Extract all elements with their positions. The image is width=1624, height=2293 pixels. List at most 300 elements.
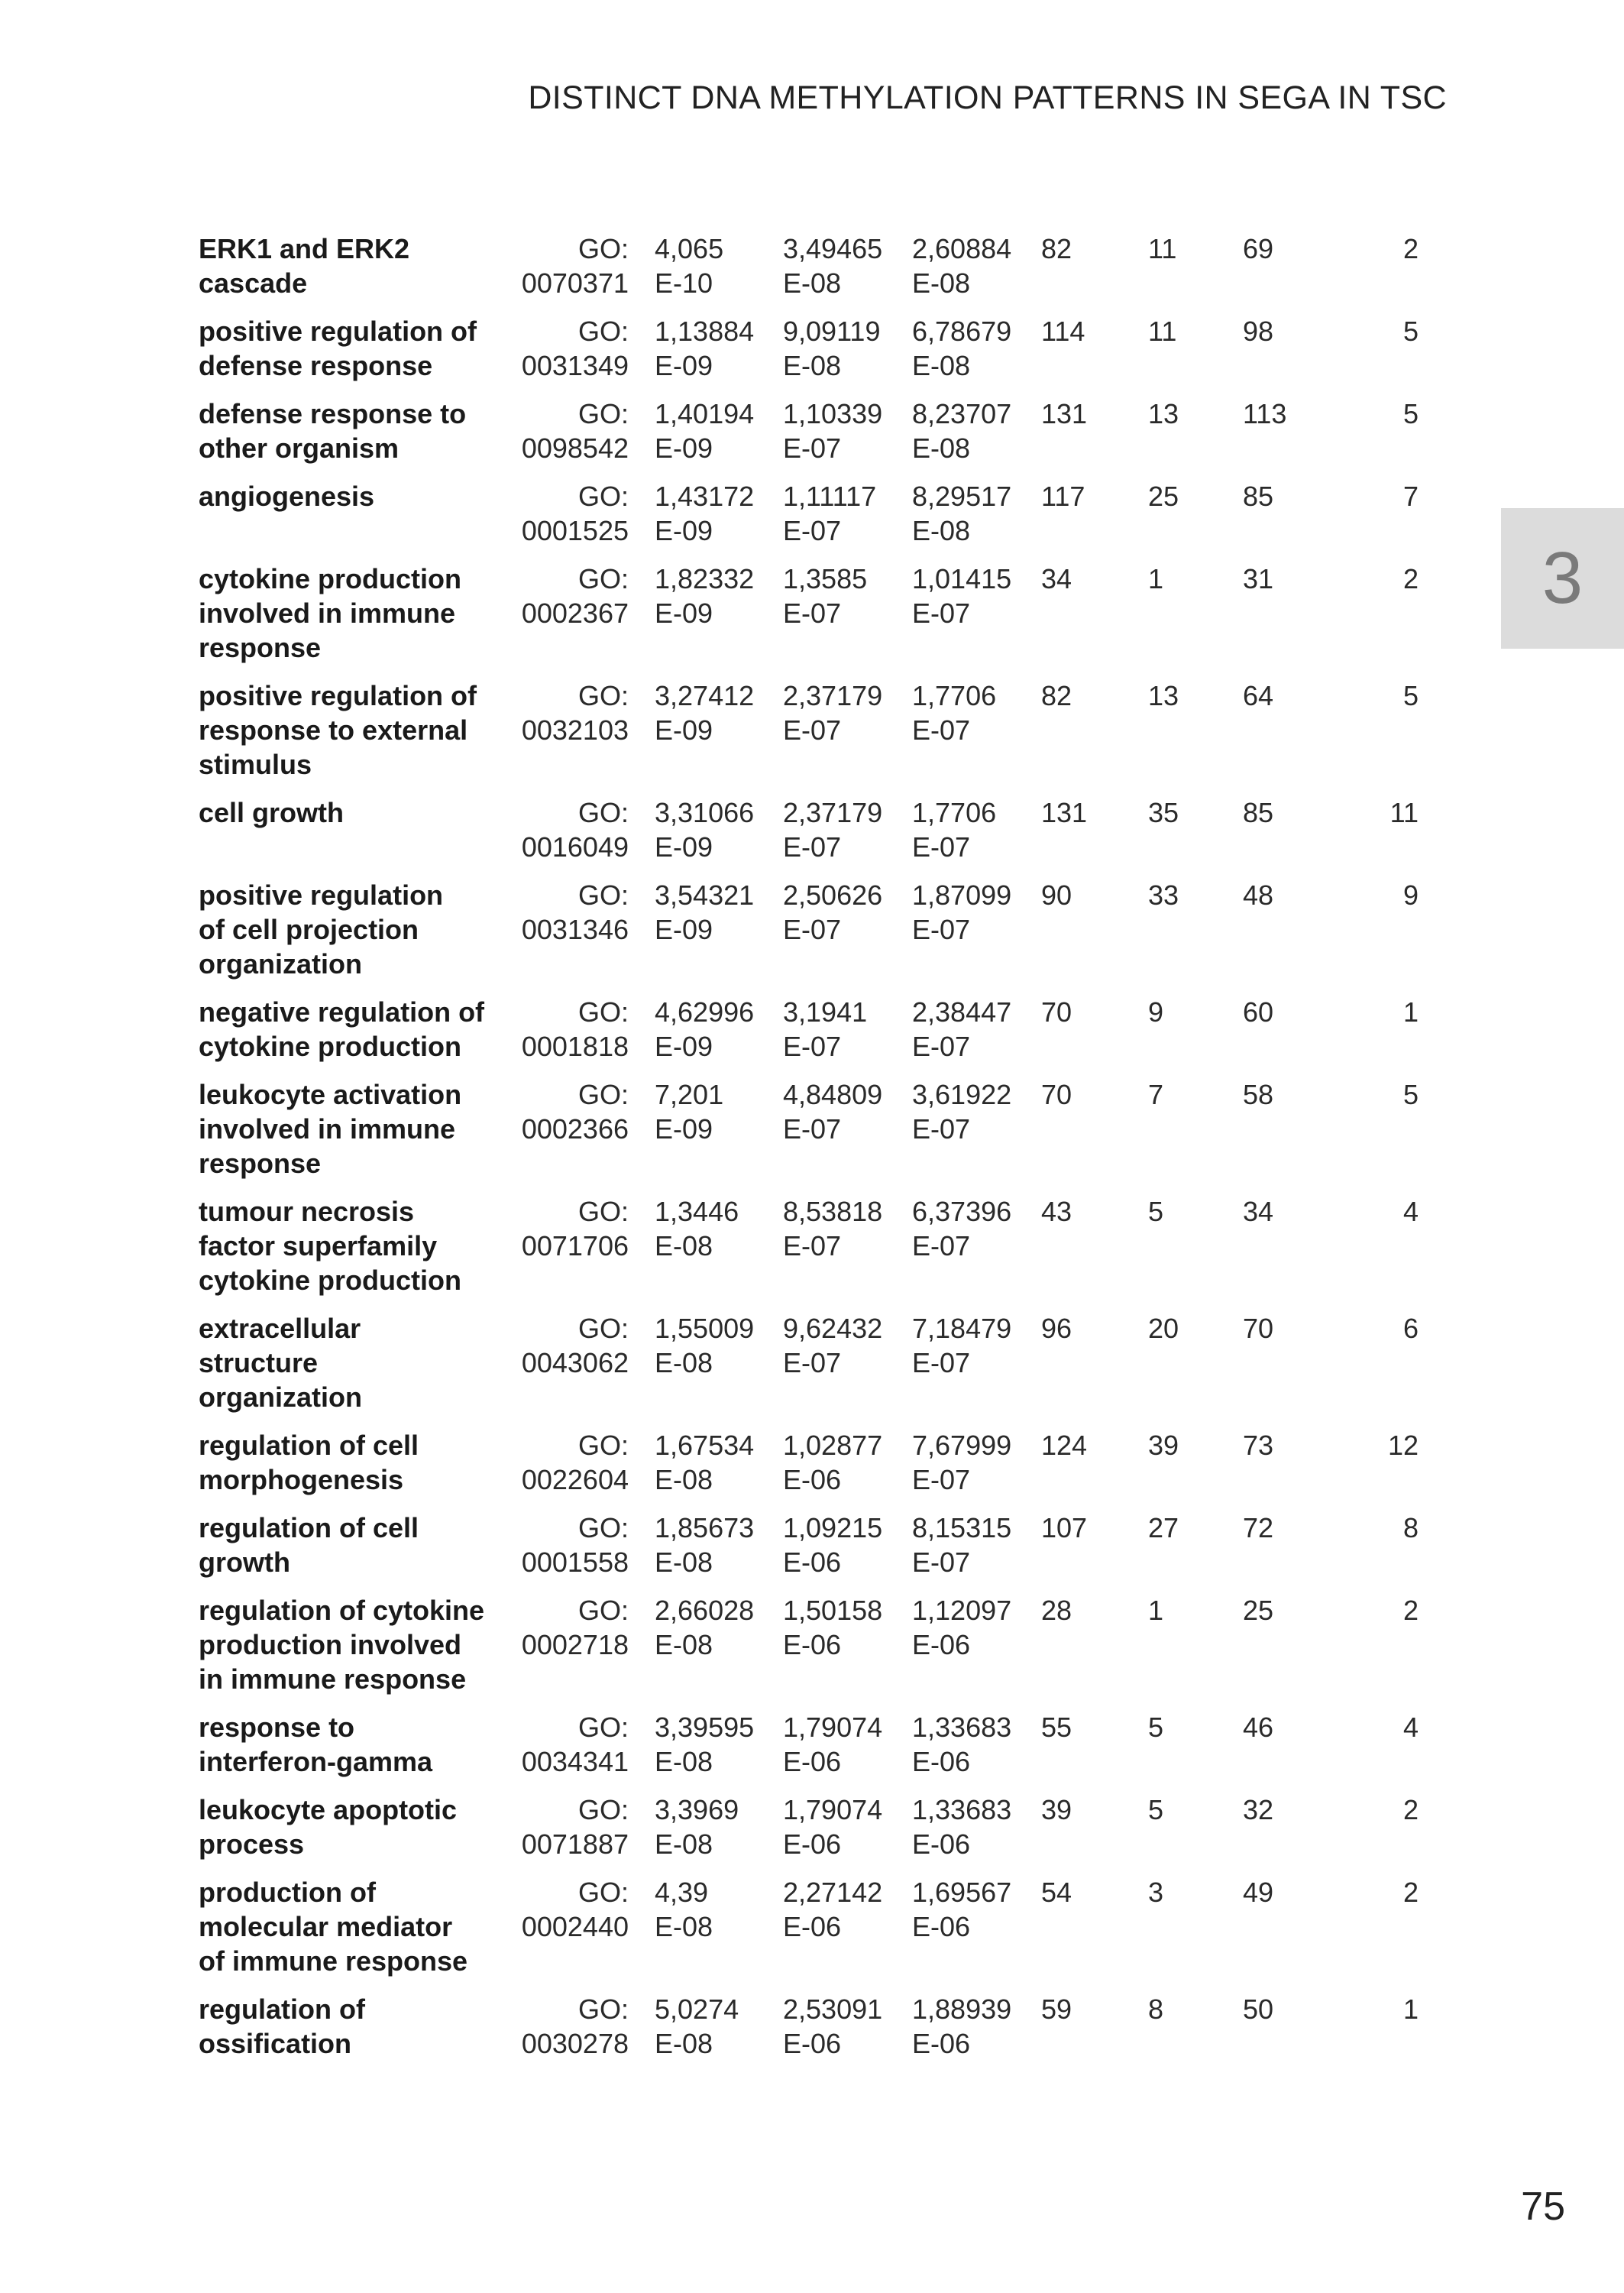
p-value-cell [655,878,783,995]
fdr-value-line: E-07 [783,1031,842,1062]
go-term-line: in immune response [199,1663,467,1695]
p-value-line: E-09 [655,914,713,945]
go-term-line: positive regulation [199,879,444,911]
p-value-line: E-08 [655,1230,713,1261]
table-row [199,1511,1419,1593]
go-id-line: GO: [577,1430,629,1461]
count-total-cell: 131 [1041,398,1088,429]
go-term-line: extracellular [199,1313,361,1344]
count-c-cell: 4 [1402,1196,1419,1227]
count-total-cell: 124 [1041,1430,1088,1461]
adjusted-value-line: 6,78679 [912,316,1012,347]
p-value-line: E-08 [655,1828,713,1860]
fdr-value-cell [783,314,912,397]
go-id-cell [518,995,655,1077]
count-a-cell: 13 [1148,398,1179,429]
count-a-cell: 27 [1148,1512,1179,1543]
adjusted-value-line: E-08 [912,350,971,381]
count-total-cell: 59 [1041,1993,1072,2025]
table-row [199,1428,1419,1511]
go-term-line: defense response [199,350,433,381]
fdr-value-line: 4,84809 [783,1079,883,1110]
fdr-value-cell [783,562,912,679]
p-value-line: E-09 [655,350,713,381]
count-b-cell: 31 [1243,563,1274,594]
adjusted-value-line: E-07 [912,1464,971,1495]
fdr-value-cell [783,679,912,795]
p-value-line: 7,201 [655,1079,724,1110]
adjusted-value-line: 8,23707 [912,398,1012,429]
fdr-value-cell [783,1311,912,1428]
go-id-line: GO: [577,797,629,828]
fdr-value-line: E-07 [783,1113,842,1145]
fdr-value-line: 1,10339 [783,398,883,429]
table-row [199,679,1419,795]
go-term-cell [199,314,518,397]
count-a-cell: 11 [1148,233,1177,264]
p-value-cell [655,1875,783,1992]
go-id-cell [518,479,655,562]
go-id-line: 0002366 [521,1113,629,1145]
table-row [199,397,1419,479]
table-row [199,1793,1419,1875]
go-id-line: 0022604 [521,1464,629,1495]
count-total-cell: 54 [1041,1877,1072,1908]
adjusted-value-line: E-06 [912,1629,971,1660]
go-term-cell [199,1875,518,1992]
p-value-line: 2,66028 [655,1595,755,1626]
p-value-line: E-09 [655,714,713,746]
count-a-cell: 5 [1148,1196,1164,1227]
adjusted-value-line: 1,88939 [912,1993,1012,2025]
table-row [199,1194,1419,1311]
fdr-value-line: 9,62432 [783,1313,883,1344]
go-id-cell [518,878,655,995]
go-term-line: regulation of cell [199,1430,419,1461]
go-id-line: 0002440 [521,1911,629,1942]
adjusted-value-line: 7,67999 [912,1430,1012,1461]
p-value-cell [655,1311,783,1428]
p-value-cell [655,232,783,314]
table-row [199,1875,1419,1992]
table-row [199,995,1419,1077]
count-b-cell: 98 [1243,316,1274,347]
adjusted-value-cell [912,479,1041,562]
p-value-cell [655,1511,783,1593]
go-id-line: GO: [577,316,629,347]
p-value-line: E-08 [655,1546,713,1578]
go-id-cell [518,397,655,479]
p-value-line: 3,31066 [655,797,755,828]
go-term-line: cytokine production [199,563,462,594]
count-c-cell: 9 [1402,879,1419,911]
adjusted-value-line: E-06 [912,2028,971,2059]
adjusted-value-line: 1,87099 [912,879,1012,911]
go-term-cell [199,1511,518,1593]
p-value-line: 3,54321 [655,879,755,911]
p-value-line: E-08 [655,2028,713,2059]
fdr-value-line: E-07 [783,1347,842,1378]
go-term-line: process [199,1828,305,1860]
adjusted-value-line: E-07 [912,831,971,863]
count-total-cell: 107 [1041,1512,1088,1543]
adjusted-value-line: E-08 [912,515,971,546]
go-term-cell [199,1710,518,1793]
fdr-value-line: 2,37179 [783,797,883,828]
p-value-line: 4,065 [655,233,724,264]
go-id-line: 0098542 [521,432,629,464]
fdr-value-cell [783,1428,912,1511]
count-c-cell: 1 [1402,1993,1419,2025]
adjusted-value-line: E-07 [912,598,971,629]
p-value-line: E-10 [655,267,713,299]
adjusted-value-line: 2,38447 [912,996,1012,1028]
fdr-value-line: 1,11117 [783,481,877,512]
fdr-value-line: E-07 [783,515,842,546]
adjusted-value-line: 1,7706 [912,797,997,828]
go-term-line: cascade [199,267,308,299]
table-row [199,1710,1419,1793]
count-b-cell: 113 [1243,398,1287,429]
adjusted-value-line: E-07 [912,1113,971,1145]
count-c-cell: 1 [1402,996,1419,1028]
fdr-value-line: 1,02877 [783,1430,883,1461]
adjusted-value-line: E-06 [912,1746,971,1777]
p-value-cell [655,314,783,397]
count-b-cell: 85 [1243,797,1274,828]
go-term-line: positive regulation of [199,680,477,711]
count-b-cell: 73 [1243,1430,1274,1461]
go-id-line: GO: [577,563,629,594]
fdr-value-line: 1,50158 [783,1595,883,1626]
fdr-value-line: 3,49465 [783,233,883,264]
go-term-line: ERK1 and ERK2 [199,233,410,264]
go-term-cell [199,995,518,1077]
go-id-line: GO: [577,1712,629,1743]
fdr-value-line: E-08 [783,267,842,299]
go-id-cell [518,1593,655,1710]
go-id-line: 0001525 [521,515,629,546]
count-total-cell: 131 [1041,797,1088,828]
go-term-line: of cell projection [199,914,419,945]
adjusted-value-line: 7,18479 [912,1313,1012,1344]
go-id-line: GO: [577,1512,629,1543]
count-c-cell: 5 [1402,680,1419,711]
count-b-cell: 48 [1243,879,1274,911]
fdr-value-line: E-06 [783,1464,842,1495]
fdr-value-line: 8,53818 [783,1196,883,1227]
p-value-line: 3,27412 [655,680,755,711]
go-id-cell [518,1793,655,1875]
go-term-line: cytokine production [199,1031,462,1062]
table-row [199,562,1419,679]
count-b-cell: 72 [1243,1512,1274,1543]
fdr-value-line: 2,37179 [783,680,883,711]
fdr-value-line: 1,79074 [783,1794,883,1825]
p-value-line: E-09 [655,1031,713,1062]
count-c-cell: 12 [1387,1430,1419,1461]
count-c-cell: 8 [1402,1512,1419,1543]
go-id-cell [518,1428,655,1511]
running-header: DISTINCT DNA METHYLATION PATTERNS IN SEGA IN TSC [528,79,1447,116]
go-id-cell [518,1194,655,1311]
go-term-line: regulation of cell [199,1512,419,1543]
count-a-cell: 39 [1148,1430,1179,1461]
adjusted-value-cell [912,397,1041,479]
go-term-cell [199,1992,518,2074]
go-id-line: GO: [577,1877,629,1908]
go-id-line: GO: [577,1079,629,1110]
fdr-value-line: 1,3585 [783,563,868,594]
fdr-value-line: E-07 [783,914,842,945]
adjusted-value-line: E-06 [912,1828,971,1860]
fdr-value-cell [783,1593,912,1710]
adjusted-value-cell [912,1875,1041,1992]
go-id-cell [518,562,655,679]
p-value-cell [655,1710,783,1793]
go-term-line: molecular mediator [199,1911,453,1942]
table-row [199,1077,1419,1194]
adjusted-value-cell [912,314,1041,397]
adjusted-value-line: 1,33683 [912,1712,1012,1743]
adjusted-value-cell [912,562,1041,679]
adjusted-value-cell [912,1194,1041,1311]
count-b-cell: 60 [1243,996,1274,1028]
go-id-line: 0070371 [521,267,629,299]
adjusted-value-line: E-07 [912,1031,971,1062]
adjusted-value-cell [912,795,1041,878]
count-b-cell: 46 [1243,1712,1274,1743]
adjusted-value-line: 2,60884 [912,233,1012,264]
adjusted-value-line: 8,15315 [912,1512,1012,1543]
fdr-value-line: 2,50626 [783,879,883,911]
go-id-cell [518,1311,655,1428]
go-id-line: GO: [577,1313,629,1344]
fdr-value-line: E-07 [783,714,842,746]
go-id-line: 0016049 [521,831,629,863]
adjusted-value-line: 3,61922 [912,1079,1012,1110]
go-id-line: 0043062 [521,1347,629,1378]
count-b-cell: 32 [1243,1794,1274,1825]
count-c-cell: 6 [1402,1313,1419,1344]
table-row [199,795,1419,878]
fdr-value-line: E-07 [783,598,842,629]
go-term-line: stimulus [199,749,312,780]
adjusted-value-cell [912,995,1041,1077]
count-b-cell: 85 [1243,481,1274,512]
fdr-value-line: E-06 [783,1629,842,1660]
go-term-cell [199,679,518,795]
fdr-value-cell [783,878,912,995]
table-row [199,232,1419,314]
go-term-cell [199,1194,518,1311]
adjusted-value-cell [912,232,1041,314]
go-term-line: interferon-gamma [199,1746,433,1777]
count-a-cell: 9 [1148,996,1164,1028]
p-value-cell [655,1793,783,1875]
adjusted-value-line: E-07 [912,1230,971,1261]
count-a-cell: 1 [1148,1595,1164,1626]
count-a-cell: 13 [1148,680,1179,711]
go-term-line: production of [199,1877,376,1908]
go-term-line: response [199,632,322,663]
count-b-cell: 34 [1243,1196,1274,1227]
count-total-cell: 39 [1041,1794,1072,1825]
go-term-line: other organism [199,432,400,464]
adjusted-value-line: 1,12097 [912,1595,1012,1626]
adjusted-value-cell [912,1511,1041,1593]
go-id-cell [518,1077,655,1194]
count-a-cell: 1 [1148,563,1164,594]
go-term-cell [199,1077,518,1194]
count-a-cell: 5 [1148,1794,1164,1825]
fdr-value-line: E-06 [783,1911,842,1942]
go-term-line: structure [199,1347,319,1378]
go-id-line: GO: [577,680,629,711]
table-row [199,314,1419,397]
p-value-line: E-08 [655,1464,713,1495]
page-number: 75 [1521,2185,1565,2229]
go-id-line: 0034341 [521,1746,629,1777]
go-term-line: regulation of [199,1993,365,2025]
go-term-cell [199,397,518,479]
count-c-cell: 4 [1402,1712,1419,1743]
adjusted-value-cell [912,1428,1041,1511]
p-value-cell [655,1194,783,1311]
fdr-value-cell [783,1992,912,2074]
go-term-line: positive regulation of [199,316,477,347]
go-term-cell [199,1593,518,1710]
go-id-line: 0031346 [521,914,629,945]
count-total-cell: 70 [1041,1079,1072,1110]
count-c-cell: 2 [1402,1794,1419,1825]
go-id-line: GO: [577,996,629,1028]
adjusted-value-cell [912,878,1041,995]
p-value-cell [655,995,783,1077]
count-b-cell: 49 [1243,1877,1274,1908]
go-id-line: 0002367 [521,598,629,629]
go-term-line: defense response to [199,398,467,429]
fdr-value-line: 2,27142 [783,1877,883,1908]
p-value-line: E-08 [655,1911,713,1942]
go-id-line: 0002718 [521,1629,629,1660]
fdr-value-line: 3,1941 [783,996,868,1028]
go-id-cell [518,1511,655,1593]
adjusted-value-line: E-08 [912,267,971,299]
go-id-cell [518,1875,655,1992]
go-id-line: GO: [577,1595,629,1626]
fdr-value-cell [783,795,912,878]
p-value-line: E-09 [655,515,713,546]
p-value-line: E-09 [655,1113,713,1145]
go-id-line: 0001818 [521,1031,629,1062]
adjusted-value-cell [912,1992,1041,2074]
count-total-cell: 82 [1041,680,1072,711]
adjusted-value-line: 1,01415 [912,563,1012,594]
p-value-line: 5,0274 [655,1993,739,2025]
p-value-line: 1,55009 [655,1313,755,1344]
go-id-cell [518,314,655,397]
p-value-line: 1,85673 [655,1512,755,1543]
table-row [199,1593,1419,1710]
count-a-cell: 33 [1148,879,1179,911]
fdr-value-line: E-07 [783,831,842,863]
count-c-cell: 5 [1402,316,1419,347]
count-b-cell: 50 [1243,1993,1274,2025]
go-term-line: regulation of cytokine [199,1595,485,1626]
p-value-line: 1,13884 [655,316,755,347]
go-term-line: organization [199,1381,362,1413]
p-value-cell [655,795,783,878]
p-value-cell [655,1077,783,1194]
go-id-line: GO: [577,879,629,911]
count-c-cell: 11 [1389,797,1419,828]
count-total-cell: 90 [1041,879,1072,911]
fdr-value-line: 9,09119 [783,316,881,347]
go-term-line: of immune response [199,1945,468,1977]
go-id-line: 0031349 [521,350,629,381]
go-id-line: GO: [577,1993,629,2025]
p-value-cell [655,679,783,795]
table-row [199,479,1419,562]
p-value-line: 3,3969 [655,1794,739,1825]
count-total-cell: 114 [1041,316,1085,347]
table-row [199,878,1419,995]
p-value-cell [655,1428,783,1511]
adjusted-value-cell [912,1311,1041,1428]
fdr-value-cell [783,232,912,314]
p-value-line: E-08 [655,1347,713,1378]
adjusted-value-line: 1,69567 [912,1877,1012,1908]
adjusted-value-line: E-06 [912,1911,971,1942]
count-total-cell: 55 [1041,1712,1072,1743]
count-a-cell: 3 [1148,1877,1164,1908]
p-value-cell [655,1593,783,1710]
go-term-cell [199,878,518,995]
count-total-cell: 28 [1041,1595,1072,1626]
fdr-value-cell [783,1194,912,1311]
table-row [199,1992,1419,2074]
fdr-value-line: E-06 [783,2028,842,2059]
go-enrichment-table [199,232,1419,2074]
count-c-cell: 5 [1402,1079,1419,1110]
go-term-line: cytokine production [199,1265,462,1296]
fdr-value-cell [783,1793,912,1875]
p-value-line: E-08 [655,1629,713,1660]
fdr-value-cell [783,1710,912,1793]
go-term-line: involved in immune [199,1113,456,1145]
adjusted-value-cell [912,1593,1041,1710]
count-a-cell: 11 [1148,316,1177,347]
go-id-cell [518,679,655,795]
p-value-line: 3,39595 [655,1712,755,1743]
fdr-value-line: E-06 [783,1546,842,1578]
p-value-line: 4,39 [655,1877,709,1908]
p-value-cell [655,562,783,679]
count-a-cell: 35 [1148,797,1179,828]
go-term-line: organization [199,948,362,980]
go-id-cell [518,232,655,314]
fdr-value-cell [783,397,912,479]
p-value-line: 1,67534 [655,1430,755,1461]
go-term-cell [199,562,518,679]
count-total-cell: 70 [1041,996,1072,1028]
go-term-line: involved in immune [199,598,456,629]
p-value-line: E-09 [655,432,713,464]
count-b-cell: 25 [1243,1595,1274,1626]
fdr-value-line: E-07 [783,432,842,464]
count-b-cell: 58 [1243,1079,1274,1110]
